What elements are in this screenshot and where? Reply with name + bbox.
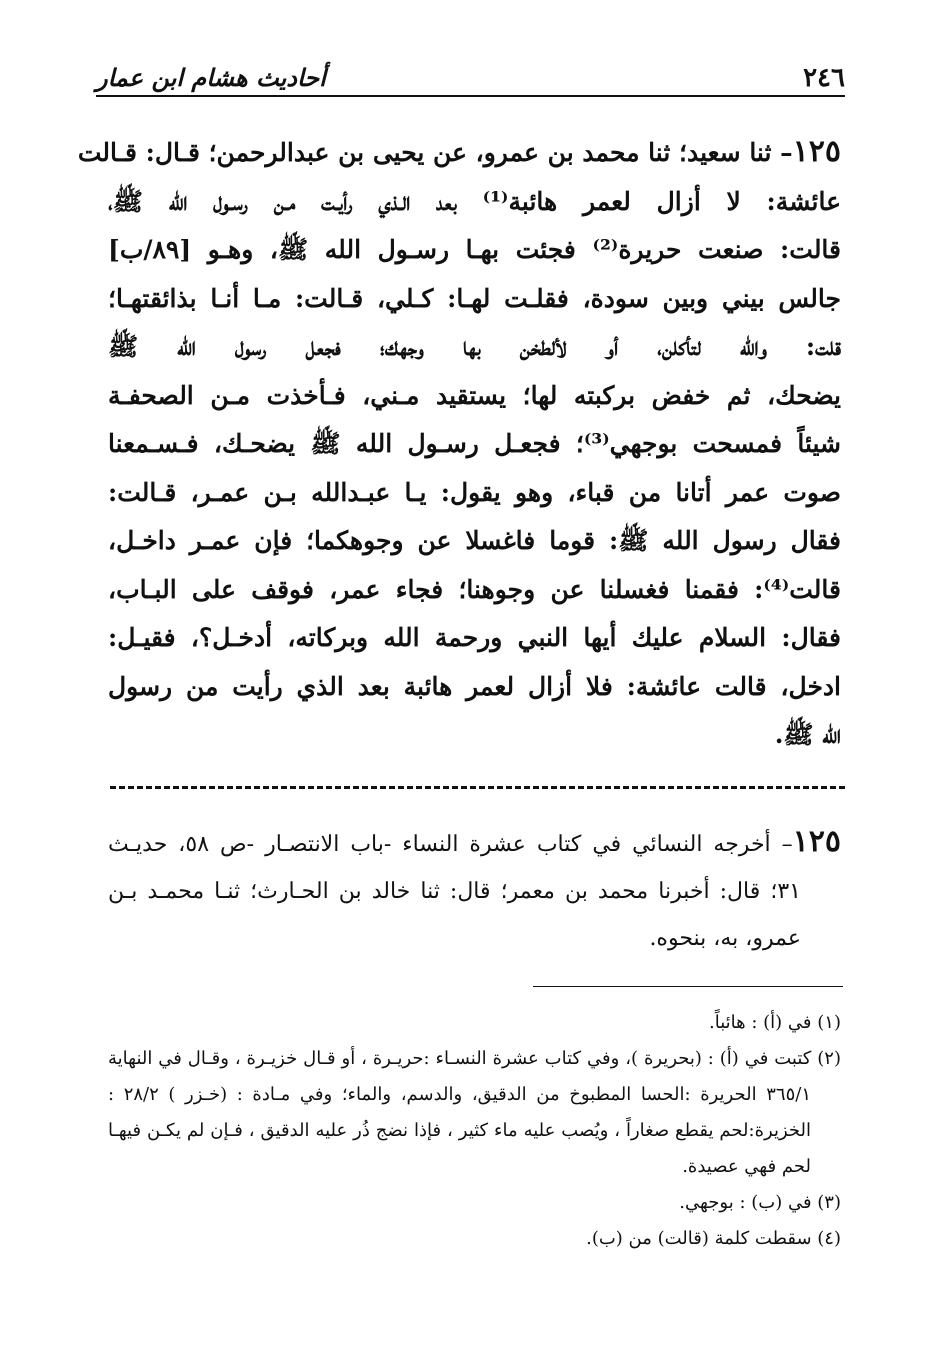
hadith-number: ١٢٥	[792, 134, 841, 169]
footnote-4: (٤) سقطت كلمة (قالت) من (ب).	[586, 1228, 841, 1249]
hadith-line: قالت⁽⁴⁾: فقمنا فغسلنا عن وجوهنا؛ فجاء عمر، فوقف على البـاب،	[108, 574, 841, 604]
hadith-line: الله ﷺ.	[774, 720, 841, 749]
footnotes	[108, 1005, 841, 1257]
footnote-2-cont: الخزيرة:لحم يقطع صغاراً ، ويُصب عليه ماء كثير ، فإذا نضج ذُر عليه الدقيق ، فـإن لم يكـن فيهـا	[108, 1120, 811, 1141]
takhrij-line: ١٢٥– أخرجه النسائي في كتاب عشرة النساء -باب الانتصـار -ص ٥٨، حديـث	[108, 824, 841, 859]
hadith-line: قلت: والله لتأكلن، أو لألطخن بها وجهك؛ فجعل رسول الله ﷺ	[108, 332, 841, 361]
hadith-line: صوت عمر أتانا من قباء، وهو يقول: يـا عبـدالله بـن عمـر، قـالت:	[108, 477, 841, 507]
hadith-line: ١٢٥– ثنا سعيد؛ ثنا محمد بن عمرو، عن يحيى بن عبدالرحمن؛ قـال: قـالت	[77, 134, 841, 169]
footnote-3: (٣) في (ب) : بوجهي.	[679, 1192, 841, 1213]
hadith-line: فقال: السلام عليك أيها النبي ورحمة الله وبركاته، أدخـل؟، فقيـل:	[108, 623, 841, 652]
hadith-line: جالس بيني وبين سودة، فقلـت لهـا: كـلي، قـالت: مـا أنـا بذائقتهـا؛	[108, 283, 841, 313]
footnote-2-cont: ٣٦٥/١ الحريرة :الحسا المطبوخ من الدقيق، والدسم، والماء؛ وفي مـادة : (خـزر ) ٢٨/٢ :	[108, 1084, 811, 1105]
book-title: أحاديث هشام ابن عمار	[96, 63, 326, 92]
takhrij-line: عمرو، به، بنحوه.	[649, 926, 801, 951]
footnote-2-cont: لحم فهي عصيدة.	[682, 1156, 811, 1177]
dashed-separator	[110, 786, 845, 789]
hadith-text	[77, 128, 841, 760]
footnote-rule	[533, 986, 843, 987]
footnote-1: (١) في (أ) : هائباً.	[709, 1012, 841, 1033]
page-number: ٢٤٦	[803, 63, 845, 93]
takhrij-text	[108, 818, 841, 962]
hadith-line: قالت: صنعت حريرة⁽²⁾ فجئت بهـا رسـول الله ﷺ، وهـو [٨٩/ب]	[108, 235, 841, 264]
takhrij-line: ٣١؛ قال: أخبرنا محمد بن معمر؛ قال: ثنا خالد بن الحـارث؛ ثنـا محمـد بـن	[108, 879, 801, 904]
hadith-line: فقال رسول الله ﷺ: قوما فاغسلا عن وجوهكما؛ فإن عمـر داخـل،	[108, 526, 841, 555]
footnote-2: (٢) كتبت في (أ) : (بحريرة )، وفي كتاب عشرة النسـاء :حريـرة ، أو قـال خزيـرة ، وقـال في النهاية	[108, 1048, 841, 1069]
hadith-line: شيئاً فمسحت بوجهي⁽³⁾؛ فجعـل رسـول الله ﷺ يضحـك، فـسـمعنا	[108, 429, 841, 458]
page-header	[96, 55, 845, 97]
hadith-line: عائشة: لا أزال لعمر هائبة⁽¹⁾ بعد الـذي رأيـت مـن رسـول الله ﷺ،	[108, 186, 841, 216]
takhrij-number: ١٢٥	[792, 824, 841, 859]
hadith-line: يضحك، ثم خفض بركبته لها؛ يستقيد مـني، فـأخذت مـن الصحفـة	[108, 380, 841, 410]
hadith-line: ادخل، قالت عائشة: فلا أزال لعمر هائبة بعد الذي رأيت من رسول	[108, 671, 841, 701]
